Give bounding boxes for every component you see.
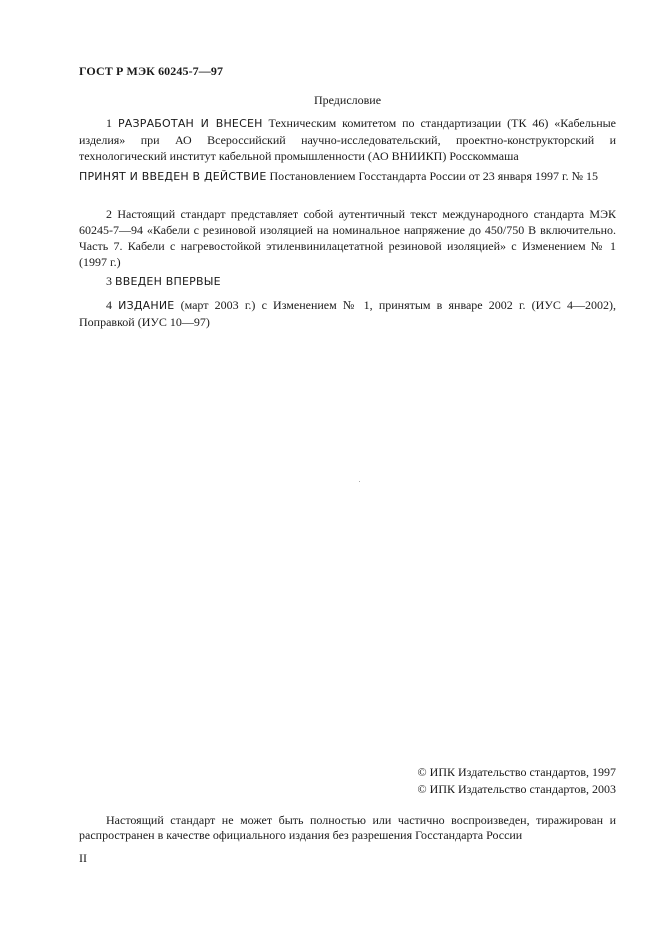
paragraph-caps-heading: ИЗДАНИЕ	[118, 299, 175, 312]
paragraph-text: Постановлением Госстандарта России от 23 января 1997 г. № 15	[266, 169, 599, 183]
paragraph-developed-by	[79, 115, 616, 164]
copyright-line-2003: © ИПК Издательство стандартов, 2003	[417, 782, 616, 796]
paragraph-adopted	[79, 168, 616, 185]
page-number: II	[79, 851, 87, 865]
page-title: Предисловие	[313, 93, 382, 107]
paragraph-introduced-first	[79, 273, 616, 290]
paragraph-caps-heading: ВВЕДЕН ВПЕРВЫЕ	[115, 275, 221, 288]
reproduction-notice: Настоящий стандарт не может быть полностью или частично воспроизведен, тиражирован и распространен в качестве официального издания без разрешения Госстандарта России	[79, 813, 616, 842]
paragraph-number: 3	[106, 274, 115, 288]
copyright-line-1997: © ИПК Издательство стандартов, 1997	[417, 765, 616, 779]
paragraph-text: (март 2003 г.) с Изменением № 1, принятым в январе 2002 г. (ИУС 4—2002), Поправкой (ИУС 10—97)	[79, 298, 617, 329]
paragraph-text: Техническим комитетом по стандартизации (ТК 46) «Кабельные изделия» при АО Всероссийский научно-исследовательский, проектно-конструкторский и технологический институт кабельной промышленности (АО ВНИИКП) Росскоммаша	[79, 116, 617, 163]
paragraph-caps-heading: РАЗРАБОТАН И ВНЕСЕН	[117, 117, 263, 130]
scan-speck	[359, 481, 360, 482]
paragraph-number: 1	[106, 116, 118, 130]
paragraph-authentic-text	[79, 206, 616, 270]
paragraph-text: 2 Настоящий стандарт представляет собой аутентичный текст международного стандарта МЭК 60245-7—94 «Кабели с резиновой изоляцией на номинальное напряжение до 450/750 В включительно. Часть 7. Кабели с нагревостойкой этиленвинилацетатной резиновой изоляцией» с Изменением № 1 (1997 г.)	[79, 207, 616, 269]
standard-id-header: ГОСТ Р МЭК 60245-7—97	[79, 64, 224, 78]
paragraph-caps-heading: ПРИНЯТ И ВВЕДЕН В ДЕЙСТВИЕ	[79, 170, 267, 183]
paragraph-edition	[79, 297, 616, 330]
paragraph-number: 4	[106, 298, 119, 312]
